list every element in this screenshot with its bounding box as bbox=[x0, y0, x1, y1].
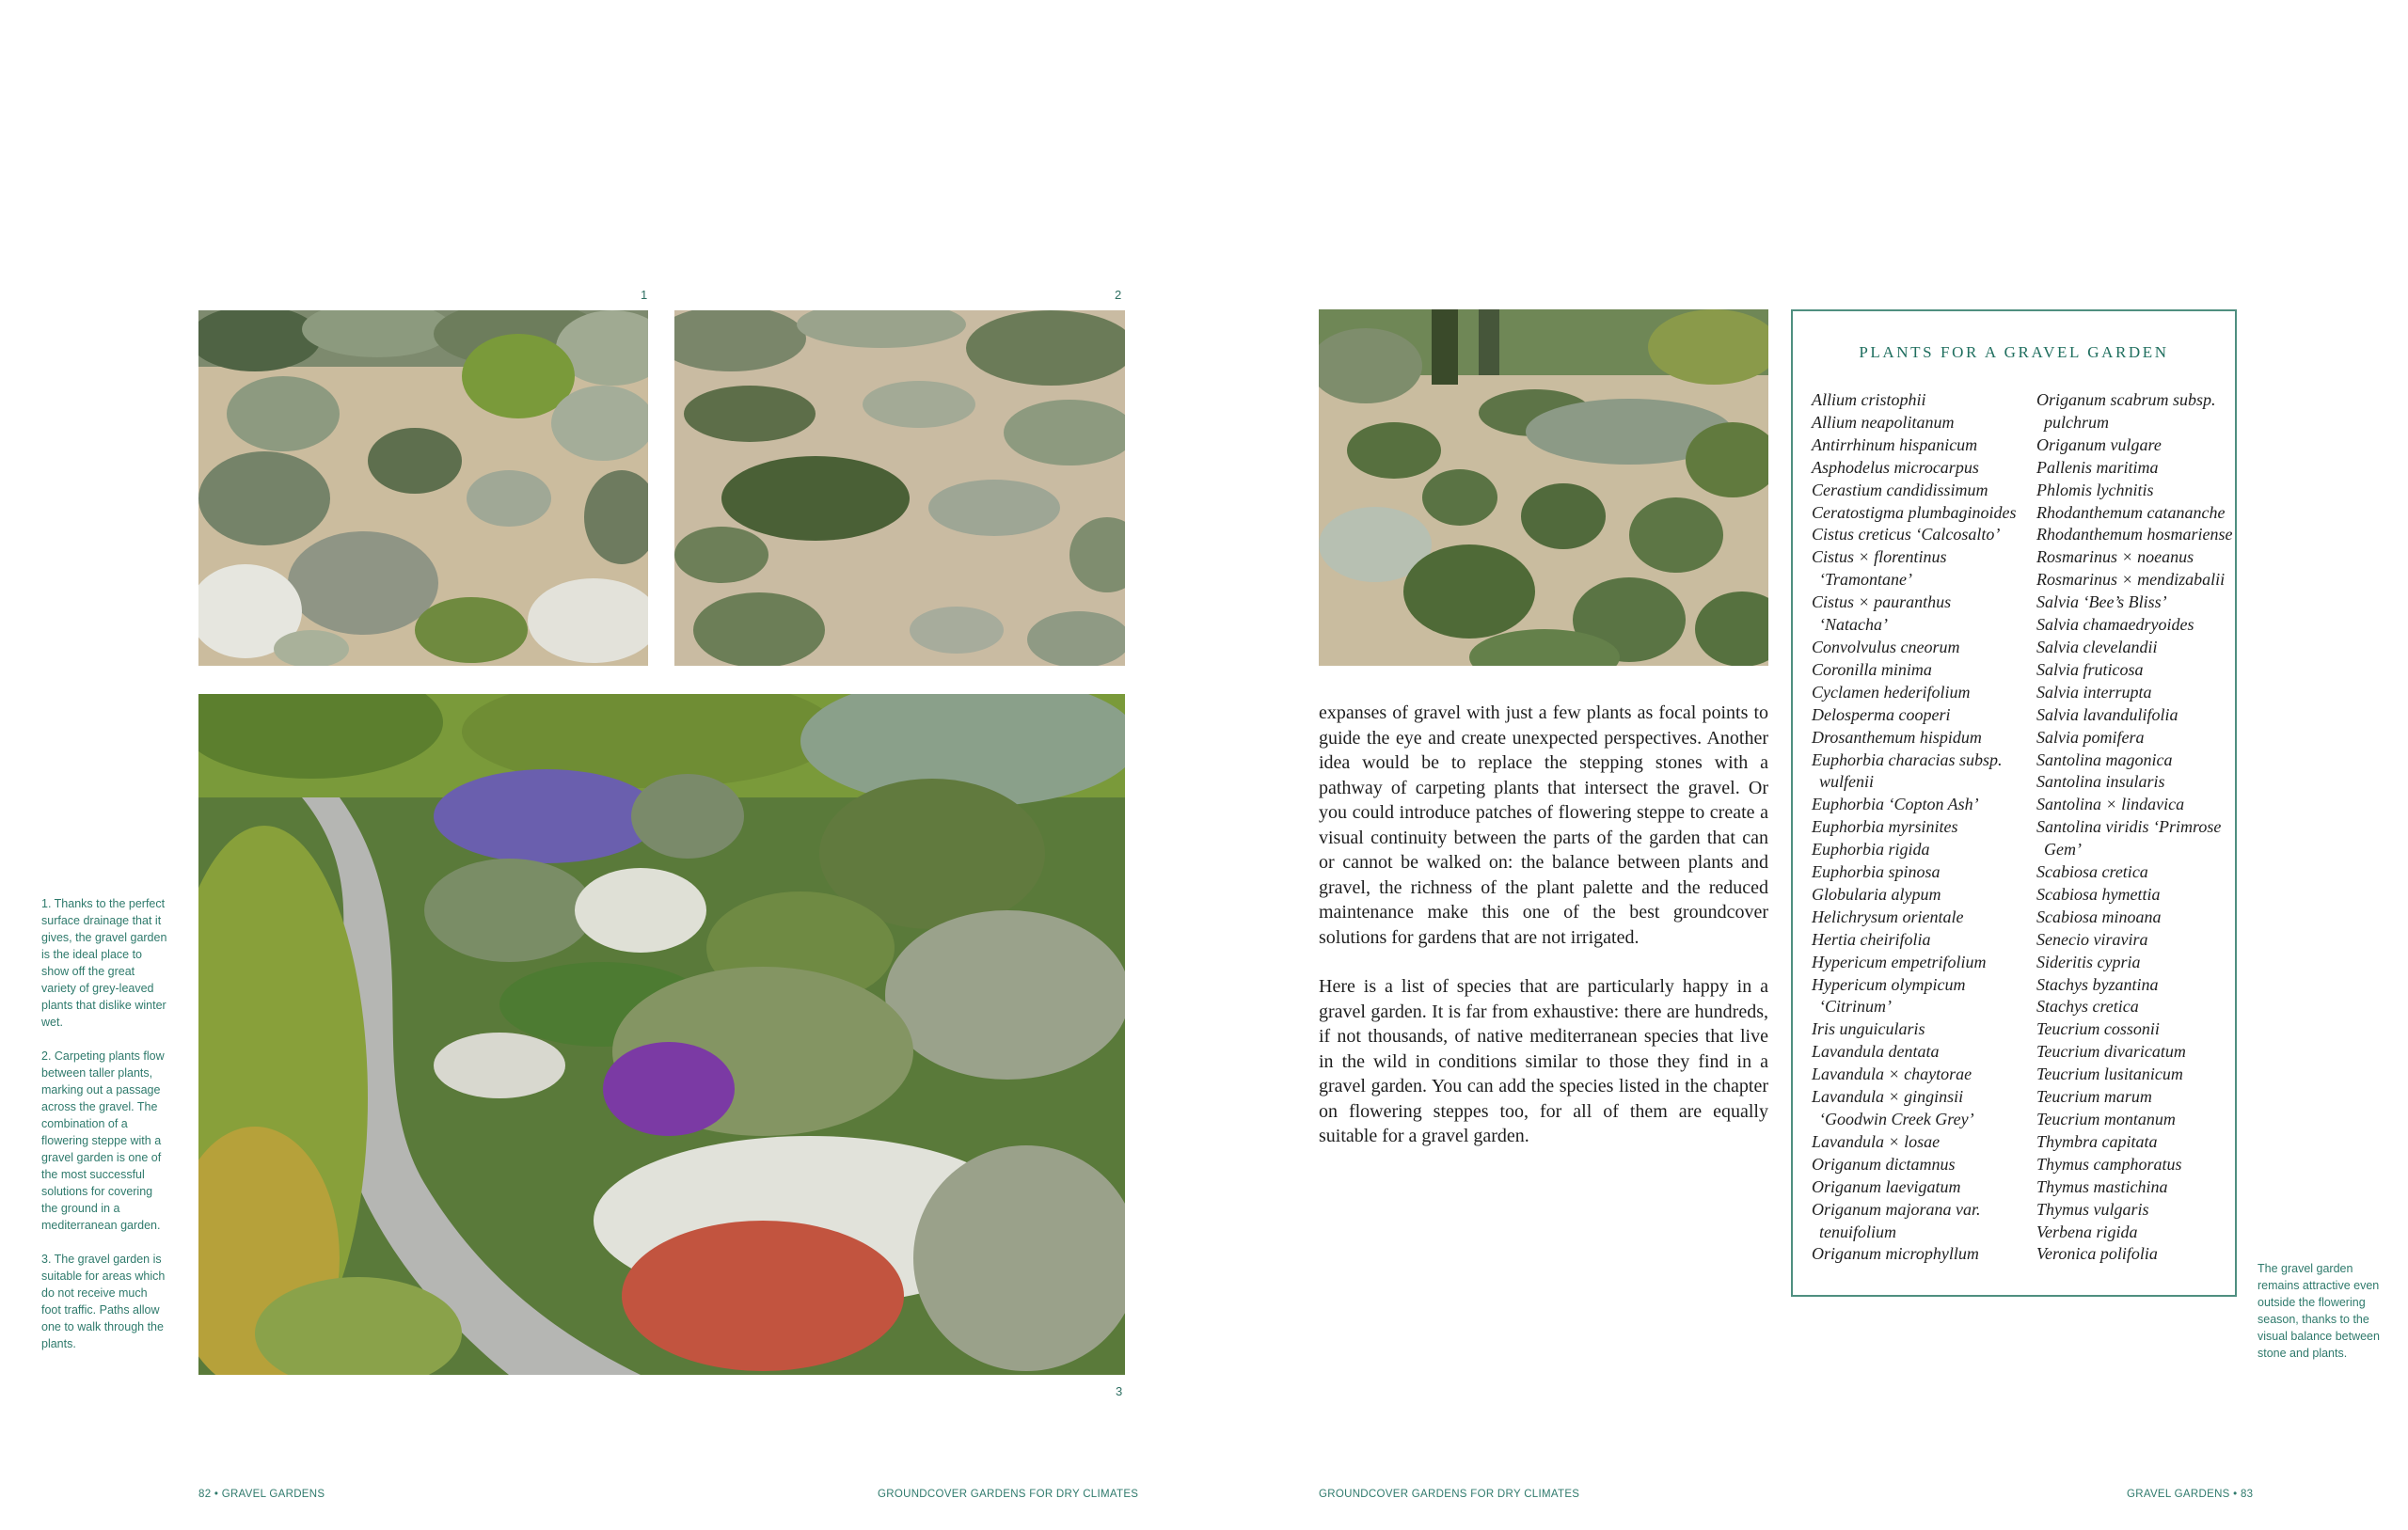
plant-list-item: Antirrhinum hispanicum bbox=[1812, 434, 1978, 454]
plant-list-item: Salvia pomifera bbox=[2036, 727, 2145, 747]
plant-list-item: Euphorbia characias subsp. bbox=[1812, 749, 2003, 769]
plant-list-item: Verbena rigida bbox=[2036, 1222, 2138, 1241]
photo-1-grey-leaved-plants bbox=[198, 310, 648, 666]
plant-list-item: Lavandula dentata bbox=[1812, 1042, 1940, 1062]
plant-list-item: Helichrysum orientale bbox=[1812, 907, 1964, 926]
plant-list-item: Lavandula × chaytorae bbox=[1812, 1065, 1972, 1084]
plant-list-item: Rhodanthemum catananche bbox=[2036, 502, 2226, 522]
plant-list-item: Senecio viravira bbox=[2036, 929, 2148, 949]
plant-list-item: Sideritis cypria bbox=[2036, 952, 2141, 971]
plant-list-item: Santolina × lindavica bbox=[2036, 795, 2185, 814]
plant-list-item: Cyclamen hederifolium bbox=[1812, 682, 1971, 702]
photo-2-number: 2 bbox=[1115, 288, 1122, 302]
plant-list-item: Stachys byzantina bbox=[2036, 974, 2159, 994]
plant-list-item: Teucrium montanum bbox=[2036, 1110, 2176, 1128]
plant-list-item: Euphorbia ‘Copton Ash’ bbox=[1812, 795, 1979, 814]
photo-3-gravel-path bbox=[198, 694, 1125, 1375]
right-page bbox=[1204, 0, 2408, 1530]
photo-1-number: 1 bbox=[641, 288, 648, 302]
plant-list-item: Rhodanthemum hosmariense bbox=[2036, 525, 2233, 544]
plant-list-item: Scabiosa minoana bbox=[2036, 907, 2162, 926]
plant-list-item: Ceratostigma plumbaginoides bbox=[1812, 502, 2017, 522]
plant-list-item: Asphodelus microcarpus bbox=[1812, 457, 1979, 477]
plant-list-item: Teucrium lusitanicum bbox=[2036, 1065, 2183, 1084]
plant-list-item: Santolina viridis ‘Primrose bbox=[2036, 817, 2222, 837]
plant-list-item: Thymus vulgaris bbox=[2036, 1199, 2149, 1219]
plant-list-title: PLANTS FOR A GRAVEL GARDEN bbox=[1859, 343, 2169, 361]
plant-list-item: Coronilla minima bbox=[1812, 659, 1932, 679]
plant-list-box bbox=[1791, 309, 2237, 1297]
plant-list-item: Lavandula × ginginsii bbox=[1812, 1087, 1964, 1107]
plant-list-item: Cistus × pauranthus bbox=[1812, 592, 1952, 612]
plant-list-item: Origanum scabrum subsp. bbox=[2036, 390, 2216, 409]
plant-list-item: Salvia ‘Bee’s Bliss’ bbox=[2036, 592, 2167, 612]
plant-list-item: Stachys cretica bbox=[2036, 997, 2139, 1017]
plant-list-item: Origanum microphyllum bbox=[1812, 1244, 1979, 1264]
photo-2-carpeting-plants bbox=[674, 310, 1125, 666]
plant-list-item: Santolina magonica bbox=[2036, 749, 2173, 769]
plant-list-item: Gem’ bbox=[2044, 840, 2082, 860]
plant-list-item: Cistus creticus ‘Calcosalto’ bbox=[1812, 525, 2001, 544]
plant-list-item: Origanum dictamnus bbox=[1812, 1154, 1956, 1174]
plant-list-item: Hertia cheirifolia bbox=[1812, 929, 1931, 949]
footer-book-title-right: GROUNDCOVER GARDENS FOR DRY CLIMATES bbox=[1319, 1489, 1580, 1500]
plant-list-item: Salvia chamaedryoides bbox=[2036, 615, 2194, 635]
plant-list-item: Teucrium marum bbox=[2036, 1087, 2152, 1107]
caption-1: 1. Thanks to the perfect surface drainage that it gives, the gravel garden is the ideal place to show off the great variety of grey-leaved plants that dislike winter wet. bbox=[41, 897, 167, 1029]
caption-3: 3. The gravel garden is suitable for areas which do not receive much foot traffic. Paths allow one to walk through the plants. bbox=[41, 1253, 166, 1350]
plant-list-item: Thymus camphoratus bbox=[2036, 1154, 2182, 1174]
caption-2: 2. Carpeting plants flow between taller plants, marking out a passage across the gravel. The combination of a flowering steppe with a gravel garden is one of the most successful solutions for covering the ground in a mediterranean garden. bbox=[41, 1049, 165, 1232]
plant-list-item: Delosperma cooperi bbox=[1812, 704, 1951, 724]
plant-list-item: Convolvulus cneorum bbox=[1812, 637, 1960, 656]
plant-list-item: Euphorbia rigida bbox=[1812, 840, 1930, 860]
plant-list-item: Hypericum empetrifolium bbox=[1812, 952, 1987, 971]
plant-list-item: Rosmarinus × mendizabalii bbox=[2036, 570, 2226, 590]
plant-list-item: Iris unguicularis bbox=[1812, 1019, 1925, 1039]
body-text bbox=[1319, 701, 1768, 1174]
footer-folio-right: GRAVEL GARDENS • 83 bbox=[2127, 1489, 2254, 1500]
plant-list-item: Salvia interrupta bbox=[2036, 682, 2152, 702]
footer-book-title-left: GROUNDCOVER GARDENS FOR DRY CLIMATES bbox=[878, 1489, 1139, 1500]
plant-list-item: Euphorbia spinosa bbox=[1812, 862, 1941, 882]
footer-folio-left: 82 • GRAVEL GARDENS bbox=[198, 1489, 325, 1500]
plant-list-item: Cerastium candidissimum bbox=[1812, 480, 1988, 499]
plant-list-item: Allium cristophii bbox=[1812, 390, 1926, 409]
photo-captions bbox=[41, 895, 169, 1369]
plant-list-item: Thymbra capitata bbox=[2036, 1131, 2158, 1151]
plant-list-item: Santolina insularis bbox=[2036, 772, 2165, 792]
plant-list-item: Phlomis lychnitis bbox=[2036, 480, 2154, 499]
plant-list-item: Pallenis maritima bbox=[2036, 457, 2159, 477]
plant-list-column-1 bbox=[1812, 389, 2037, 1266]
body-paragraph-1: expanses of gravel with just a few plants as focal points to guide the eye and create unexpected perspectives. Another idea would be to replace the stepping stones with a pathway of carpeting plants that intersect the gravel. Or you could introduce patches of flowering steppe to create a visual continuity between the parts of the garden that can or cannot be walked on: the balance between plants and gravel, the richness of the plant palette and the reduced maintenance make this one of the best groundcover solutions for gardens that are not irrigated. bbox=[1319, 702, 1768, 948]
plant-list-item: ‘Natacha’ bbox=[1819, 615, 1888, 635]
plant-list-item: Globularia alypum bbox=[1812, 884, 1941, 904]
photo-caption-right: The gravel garden remains attractive even outside the flowering season, thanks to the visual balance between stone and plants. bbox=[2258, 1262, 2380, 1360]
plant-list-item: Thymus mastichina bbox=[2036, 1176, 2168, 1196]
plant-list-item: Scabiosa hymettia bbox=[2036, 884, 2161, 904]
plant-list-item: tenuifolium bbox=[1819, 1222, 1896, 1241]
plant-list-item: Drosanthemum hispidum bbox=[1812, 727, 1982, 747]
plant-list-item: Teucrium cossonii bbox=[2036, 1019, 2160, 1039]
plant-list-item: Origanum vulgare bbox=[2036, 434, 2162, 454]
plant-list-item: Lavandula × losae bbox=[1812, 1131, 1941, 1151]
plant-list-item: Origanum laevigatum bbox=[1812, 1176, 1961, 1196]
plant-list-item: Rosmarinus × noeanus bbox=[2036, 547, 2194, 567]
plant-list-item: Salvia fruticosa bbox=[2036, 659, 2144, 679]
plant-list-item: Hypericum olympicum bbox=[1812, 974, 1966, 994]
photo-3-number: 3 bbox=[1116, 1384, 1123, 1398]
plant-list-item: pulchrum bbox=[2044, 412, 2109, 432]
plant-list-column-2 bbox=[2036, 389, 2234, 1266]
body-paragraph-2: Here is a list of species that are particularly happy in a gravel garden. It is far from exhaustive: there are hundreds, if not thousands, of native mediterranean species that live in the wild in conditions similar to those they find in a gravel garden. You can add the species listed in the chapter on flowering steppes too, for all of them are equally suitable for a gravel garden. bbox=[1319, 976, 1768, 1146]
plant-list-item: Origanum majorana var. bbox=[1812, 1199, 1981, 1219]
plant-list-item: Teucrium divaricatum bbox=[2036, 1042, 2186, 1062]
plant-list-item: Scabiosa cretica bbox=[2036, 862, 2148, 882]
plant-list-item: ‘Goodwin Creek Grey’ bbox=[1819, 1110, 1974, 1128]
plant-list-item: ‘Tramontane’ bbox=[1819, 570, 1912, 590]
plant-list-item: Salvia lavandulifolia bbox=[2036, 704, 2178, 724]
plant-list-item: wulfenii bbox=[1819, 772, 1874, 792]
plant-list-item: Salvia clevelandii bbox=[2036, 637, 2158, 656]
plant-list-item: Euphorbia myrsinites bbox=[1812, 817, 1958, 837]
plant-list-item: Veronica polifolia bbox=[2036, 1244, 2158, 1264]
plant-list-item: ‘Citrinum’ bbox=[1819, 997, 1893, 1017]
plant-list-item: Cistus × florentinus bbox=[1812, 547, 1947, 567]
photo-gravel-garden-shrubs bbox=[1319, 309, 1768, 666]
plant-list-item: Allium neapolitanum bbox=[1812, 412, 1955, 432]
